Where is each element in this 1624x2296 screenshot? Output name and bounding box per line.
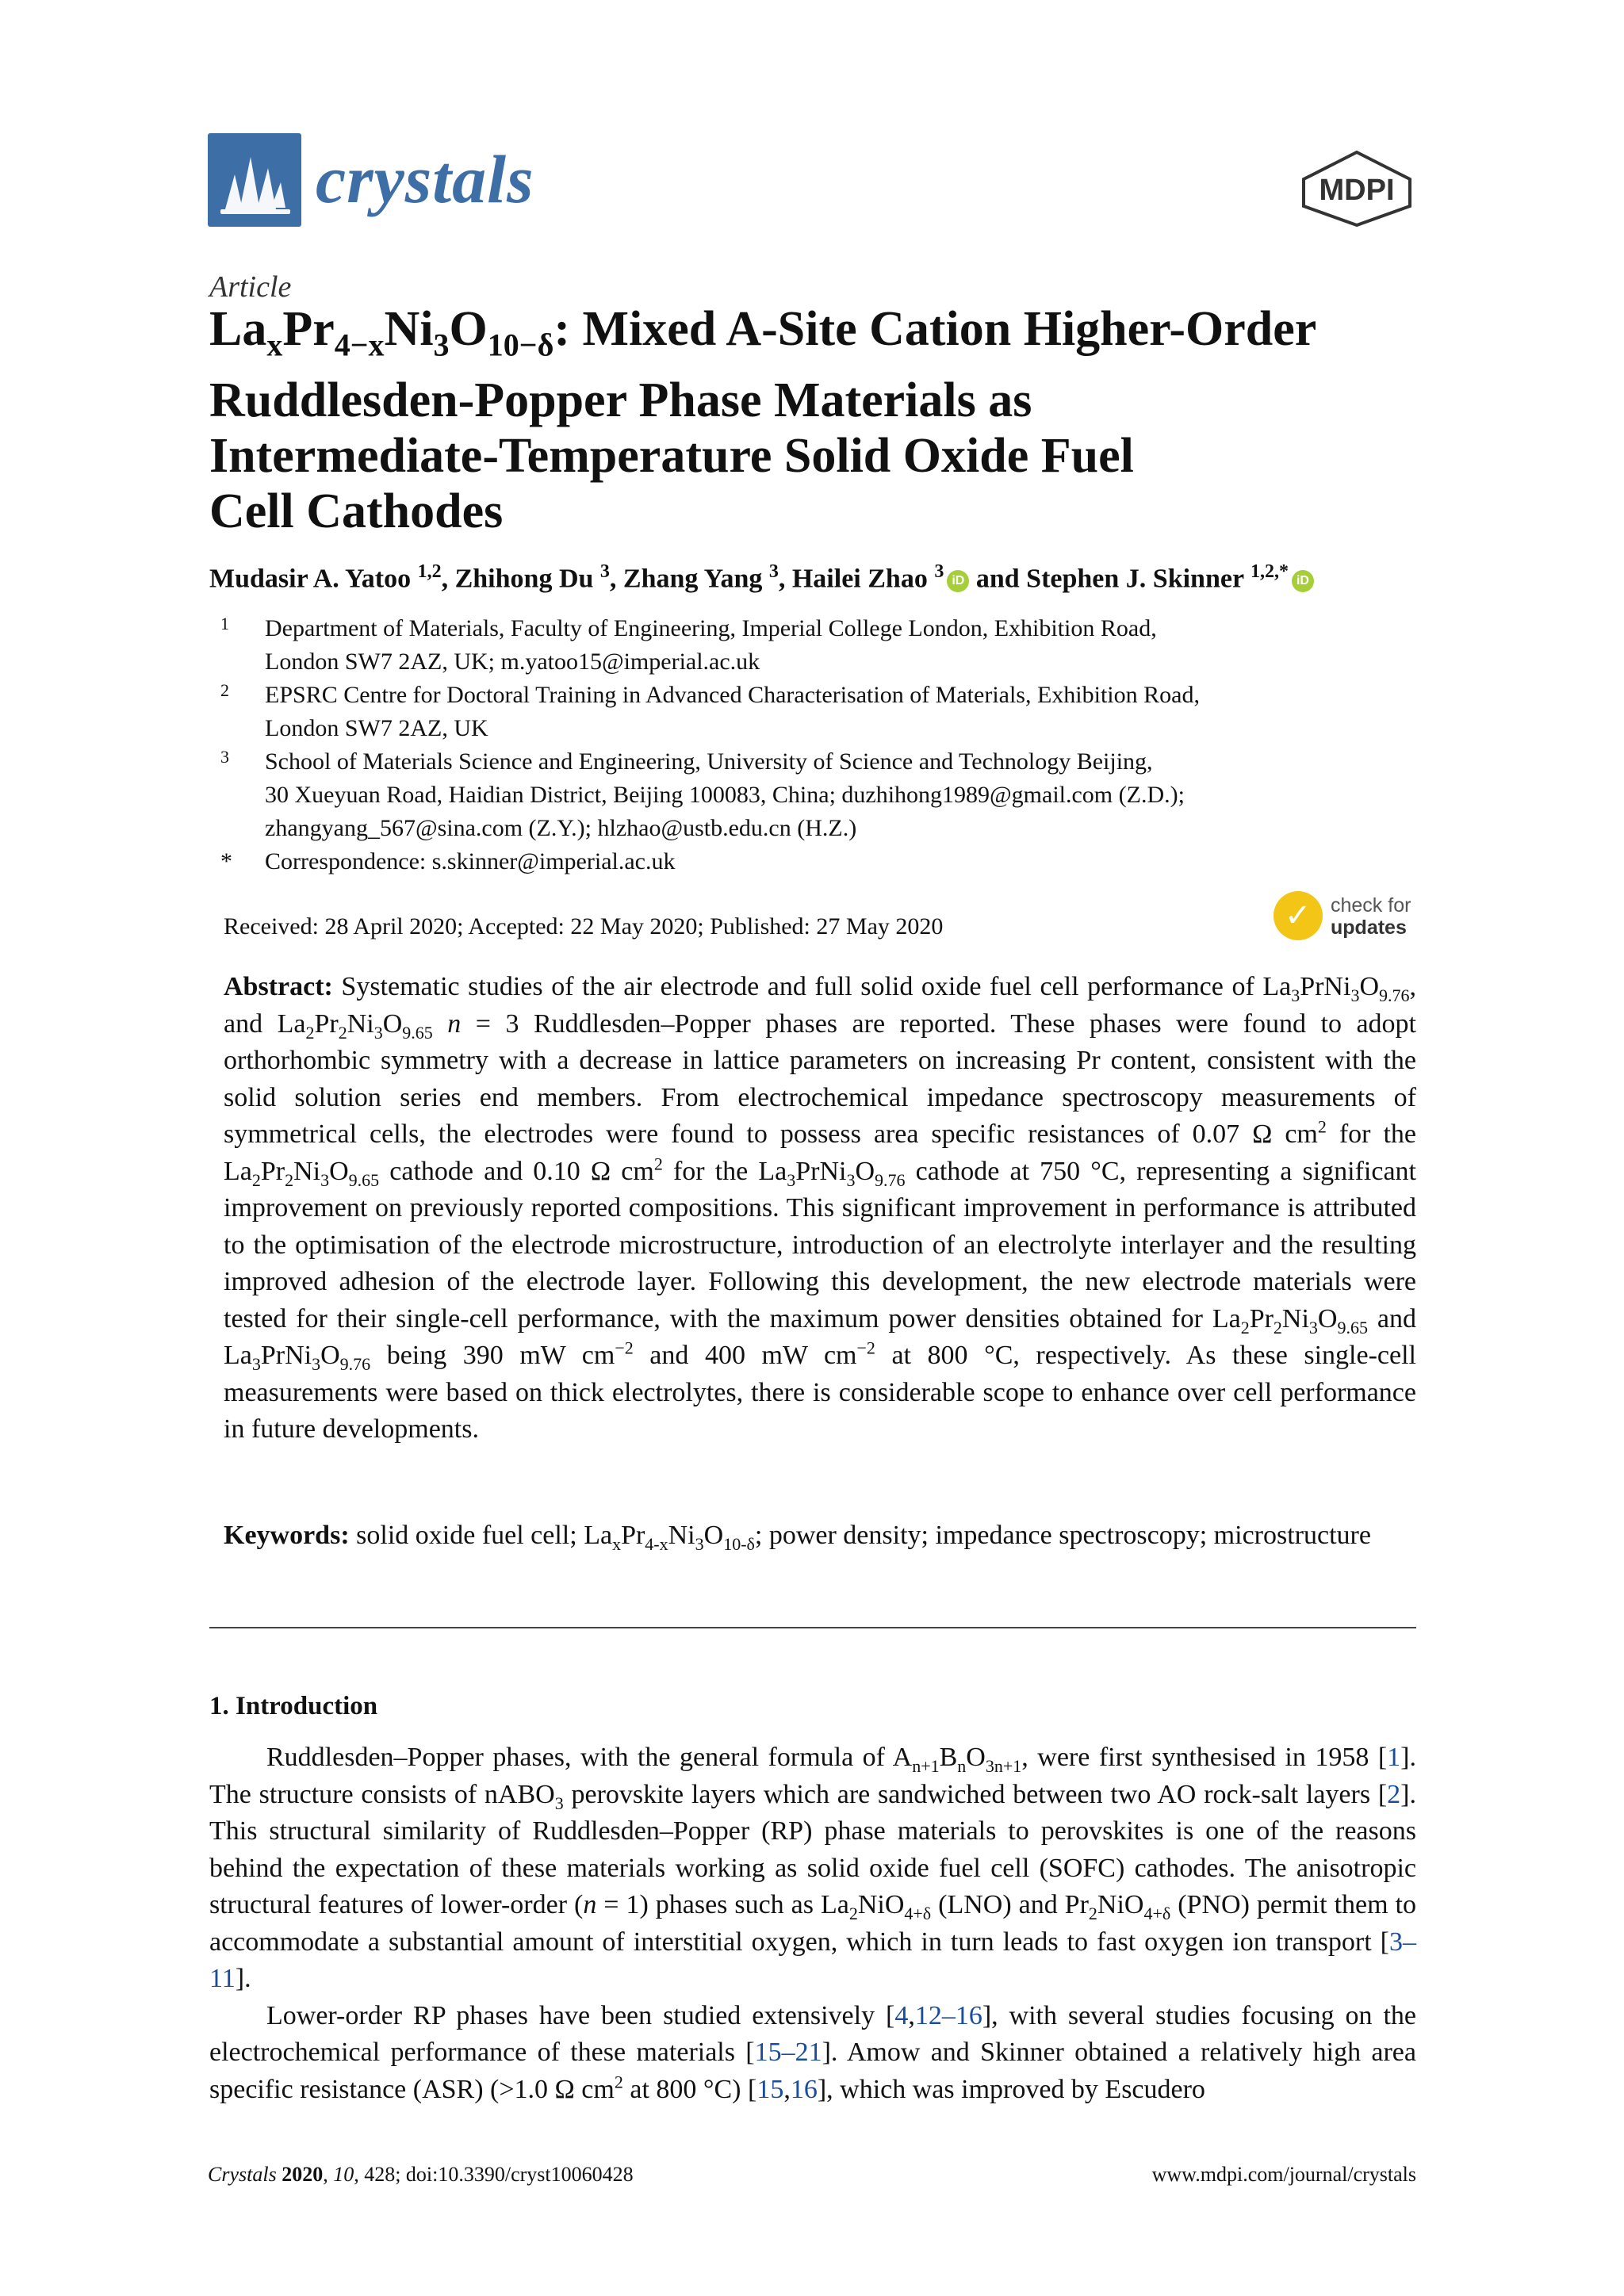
paragraph: Ruddlesden–Popper phases, with the general formula of $A_{n+1}B_nO_{3n+1}$, were first synthesised in 1958 [1]. The structure consists of nABO$_3$ perovskite layers which are sandwiched between two AO rock-salt layers [2]. This structural similarity of Ruddlesden–Popper (RP) phase materials to perovskites is one of the reasons behind the expectation of these materials working as solid oxide fuel cell (SOFC) cathodes. The anisotropic structural features of lower-order (n = 1) phases such as $La_2NiO_{4+\delta}$ (LNO) and $Pr_2NiO_{4+\delta}$ (PNO) permit them to accommodate a substantial amount of interstitial oxygen, which in turn leads to fast oxygen ion transport [3–11]. bbox=[209, 1743, 1416, 1993]
journal-logo-icon bbox=[208, 133, 301, 227]
affiliation-item: 2 EPSRC Centre for Doctoral Training in Advanced Characterisation of Materials, Exhibition Road, London SW7 2AZ, UK bbox=[220, 680, 1200, 741]
introduction-body bbox=[209, 1739, 1416, 2108]
paragraph: Lower-order RP phases have been studied extensively [4,12–16], with several studies focusing on the electrochemical performance of these materials [15–21]. Amow and Skinner obtained a relatively high area specific resistance (ASR) (>1.0 Ω $cm^2$ at 800 °C) [15,16], which was improved by Escudero bbox=[209, 2000, 1416, 2104]
affiliation-item: 1 Department of Materials, Faculty of Engineering, Imperial College London, Exhibition Road, London SW7 2AZ, UK; m.yatoo15@imperial.ac.uk bbox=[220, 614, 1157, 675]
affiliation-item: * Correspondence: s.skinner@imperial.ac.uk bbox=[220, 848, 676, 874]
orcid-icon[interactable]: iD bbox=[1292, 570, 1314, 592]
publisher-logo bbox=[1297, 149, 1416, 228]
citation-link[interactable]: 12–16 bbox=[914, 2000, 982, 2030]
svg-text:MDPI: MDPI bbox=[1319, 174, 1395, 207]
affiliations bbox=[220, 612, 1442, 878]
citation-link[interactable]: 15–21 bbox=[754, 2038, 822, 2067]
check-for-updates-button[interactable]: ✓ check for updates bbox=[1274, 891, 1424, 947]
journal-name: crystals bbox=[316, 141, 534, 217]
article-title: $La_xPr_{4-x}Ni_3O_{10-\delta}$: Mixed A-Site Cation Higher-Order Ruddlesden-Popper Phase Materials as Intermediate-Temperature Solid Oxide Fuel Cell Cathodes bbox=[209, 302, 1317, 539]
author-name: Stephen J. Skinner bbox=[1026, 564, 1244, 594]
citation-link[interactable]: 3–11 bbox=[209, 1927, 1416, 1993]
checkmark-icon: ✓ bbox=[1285, 897, 1312, 934]
citation-link[interactable]: 2 bbox=[1387, 1779, 1401, 1809]
citation-link[interactable]: 4 bbox=[894, 2000, 909, 2030]
citation-link[interactable]: 16 bbox=[790, 2074, 818, 2104]
section-heading: 1. Introduction bbox=[209, 1692, 378, 1720]
author-name: Mudasir A. Yatoo bbox=[209, 564, 412, 594]
author-list: Mudasir A. Yatoo $^{1,2}$, Zhihong Du $^3$, Zhang Yang $^3$, Hailei Zhao $^3$ iD and Stephen J. Skinner $^{1,2,*}$ iD bbox=[209, 561, 1446, 594]
affiliation-item: 3 School of Materials Science and Engineering, University of Science and Technology Beijing, 30 Xueyuan Road, Haidian District, Beijing 100083, China; duzhihong1989@gmail.com (Z.D.); zhangyang_567@sina.com (Z.Y.); hlzhao@ustb.edu.cn (H.Z.) bbox=[220, 747, 1185, 841]
abstract: Abstract: Systematic studies of the air electrode and full solid oxide fuel cell performance of $La_3PrNi_3O_{9.76}$, and $La_2Pr_2Ni_3O_{9.65}$ n = 3 Ruddlesden–Popper phases are reported. These phases were found to adopt orthorhombic symmetry with a decrease in lattice parameters on increasing Pr content, consistent with the solid solution series end members. From electrochemical impedance spectroscopy measurements of symmetrical cells, the electrodes were found to possess area specific resistances of 0.07 Ω $cm^2$ for the $La_2Pr_2Ni_3O_{9.65}$ cathode and 0.10 Ω $cm^2$ for the $La_3PrNi_3O_{9.76}$ cathode at 750 °C, representing a significant improvement on previously reported compositions. This significant improvement in performance is attributed to the optimisation of the electrode microstructure, introduction of an electrolyte interlayer and the resulting improved adhesion of the electrode layer. Following this development, the new electrode materials were tested for their single-cell performance, with the maximum power densities obtained for $La_2Pr_2Ni_3O_{9.65}$ and $La_3PrNi_3O_{9.76}$ being 390 mW $cm^{-2}$ and 400 mW $cm^{-2}$ at 800 °C, respectively. As these single-cell measurements were based on thick electrolytes, there is considerable scope to enhance over cell performance in future developments. bbox=[224, 972, 1417, 1444]
publication-dates: Received: 28 April 2020; Accepted: 22 May 2020; Published: 27 May 2020 bbox=[224, 913, 944, 939]
author-name: Zhang Yang bbox=[622, 564, 763, 594]
journal-url[interactable]: www.mdpi.com/journal/crystals bbox=[1151, 2163, 1416, 2186]
author-name: Hailei Zhao bbox=[791, 564, 928, 594]
author-name: Zhihong Du bbox=[454, 564, 594, 594]
orcid-icon[interactable]: iD bbox=[947, 570, 969, 592]
keywords: Keywords: solid oxide fuel cell; $La_xPr_{4-x}Ni_3O_{10-\delta}$; power density; impedance spectroscopy; microstructure bbox=[224, 1521, 1371, 1554]
citation-footer: Crystals 2020, 10, 428; doi:10.3390/cryst10060428 bbox=[208, 2163, 634, 2186]
section-divider bbox=[209, 1627, 1416, 1628]
citation-link[interactable]: 15 bbox=[756, 2074, 784, 2104]
article-type: Article bbox=[209, 270, 292, 304]
citation-link[interactable]: 1 bbox=[1387, 1743, 1401, 1772]
